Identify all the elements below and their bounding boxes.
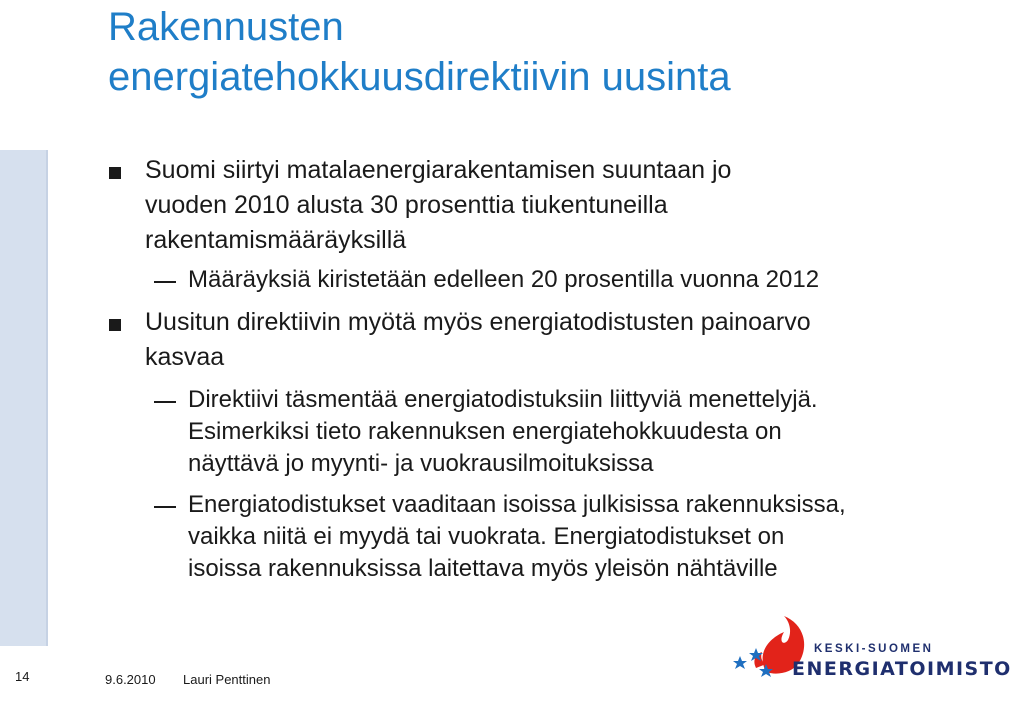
dash-bullet-icon	[154, 506, 176, 508]
bullet-2	[107, 305, 957, 375]
slide-content	[107, 153, 957, 585]
dash-bullet-icon	[154, 401, 176, 403]
bullet-2-sub-2-line-1: Energiatodistukset vaaditaan isoissa julkisissa rakennuksissa,	[188, 491, 846, 518]
bullet-2-sub-1	[107, 384, 957, 480]
footer-date: 9.6.2010	[105, 672, 156, 687]
title-line-1: Rakennusten	[108, 5, 344, 49]
bullet-2-sub-2	[107, 489, 957, 585]
bullet-1-line-2: vuoden 2010 alusta 30 prosenttia tiukentuneilla	[145, 191, 668, 219]
bullet-2-line-2: kasvaa	[145, 343, 225, 371]
square-bullet-icon	[109, 319, 121, 331]
logo-text-main: ENERGIATOIMISTO	[792, 658, 1012, 680]
dash-bullet-icon	[154, 281, 176, 283]
star-icon	[733, 656, 747, 669]
side-accent-bar-inner	[0, 150, 48, 712]
page-number: 14	[15, 669, 30, 684]
energiatoimisto-logo	[726, 612, 1012, 708]
bullet-1-sub	[107, 264, 957, 296]
bullet-2-sub-2-line-2: vaikka niitä ei myydä tai vuokrata. Energiatodistukset on	[188, 523, 785, 550]
bullet-1	[107, 153, 957, 258]
logo-text-top: KESKI-SUOMEN	[814, 643, 934, 655]
title-line-2: energiatehokkuusdirektiivin uusinta	[108, 55, 731, 99]
square-bullet-icon	[109, 167, 121, 179]
bullet-1-sub-line-1: Määräyksiä kiristetään edelleen 20 prosentilla vuonna 2012	[188, 266, 820, 293]
bullet-1-line-3: rakentamismääräyksillä	[145, 226, 407, 254]
bullet-1-line-1: Suomi siirtyi matalaenergiarakentamisen suuntaan jo	[145, 156, 732, 184]
bullet-2-sub-1-line-1: Direktiivi täsmentää energiatodistuksiin liittyviä menettelyjä.	[188, 386, 818, 413]
slide-title	[108, 2, 948, 102]
footer-author: Lauri Penttinen	[183, 672, 271, 687]
bullet-2-sub-1-line-3: näyttävä jo myynti- ja vuokrausilmoituksissa	[188, 450, 654, 477]
bullet-2-sub-1-line-2: Esimerkiksi tieto rakennuksen energiatehokkuudesta on	[188, 418, 782, 445]
bullet-2-sub-2-line-3: isoissa rakennuksissa laitettava myös yleisön nähtäville	[188, 555, 778, 582]
bullet-2-line-1: Uusitun direktiivin myötä myös energiatodistusten painoarvo	[145, 308, 811, 336]
